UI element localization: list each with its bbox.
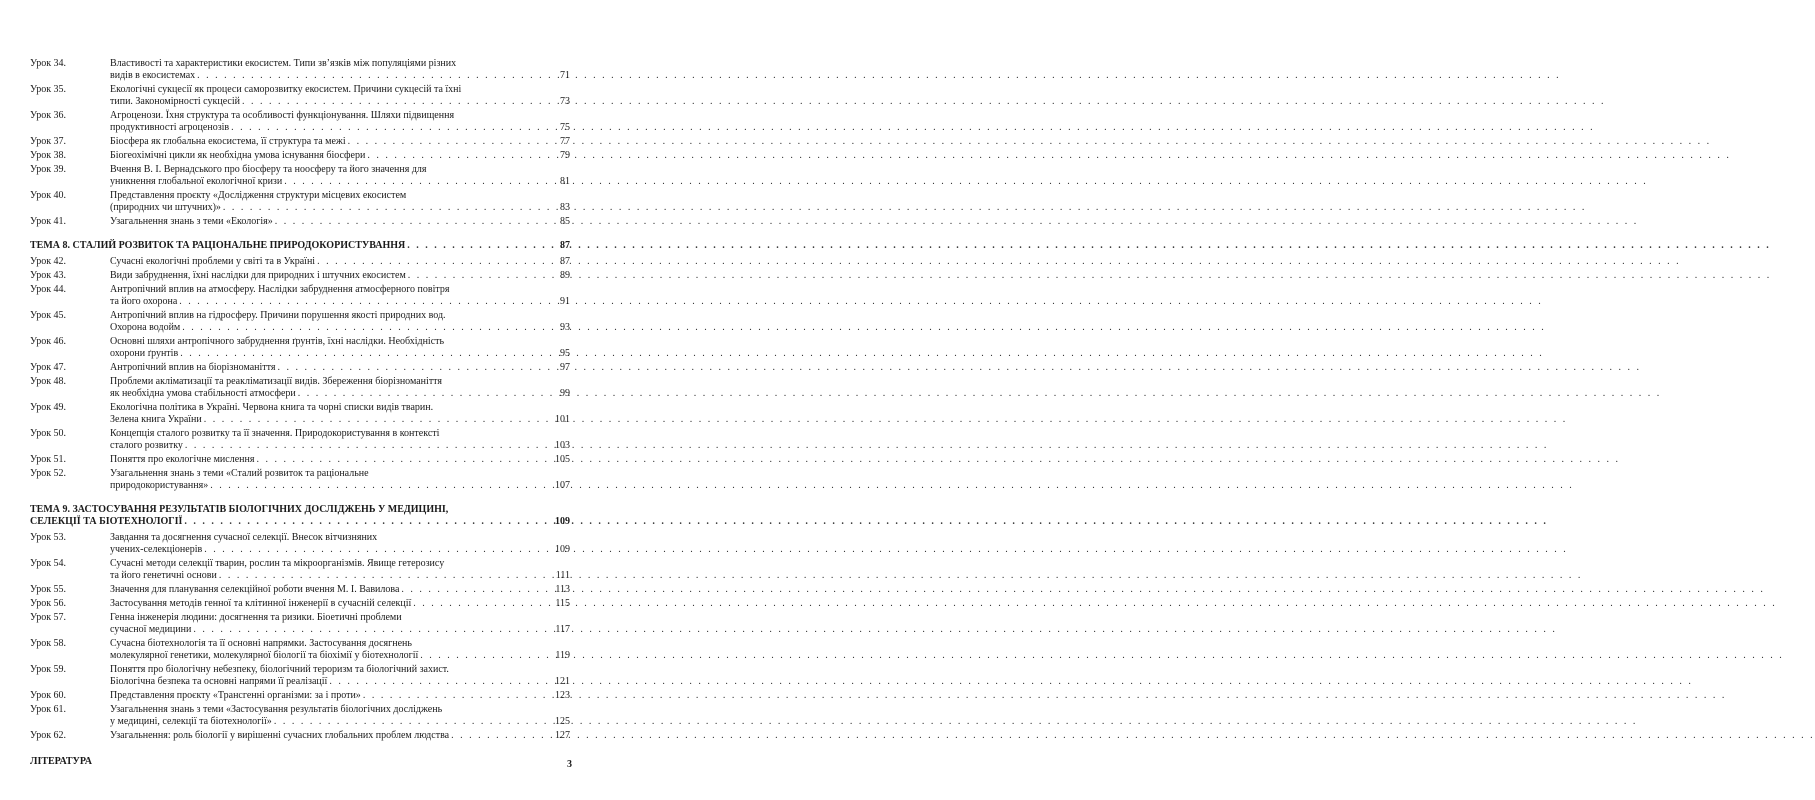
lesson-label: Урок 49. <box>30 402 67 413</box>
entry-text: Властивості та характеристики екосистем. Типи зв’язків між популяціями різних <box>110 58 457 69</box>
entry-text: ТЕМА 9. ЗАСТОСУВАННЯ РЕЗУЛЬТАТІВ БІОЛОГІЧНИХ ДОСЛІДЖЕНЬ У МЕДИЦИНІ, <box>30 504 449 515</box>
entry-line <box>110 376 570 388</box>
entry-text: Зелена книга України <box>110 414 202 425</box>
lesson-label: Урок 62. <box>30 730 67 741</box>
dot-leader <box>184 516 544 528</box>
lesson-title <box>110 164 570 188</box>
entry-line <box>110 58 570 70</box>
entry-page-number: 81 <box>560 176 570 187</box>
dot-leader <box>363 690 544 702</box>
lesson-title <box>110 270 570 282</box>
lesson-title <box>110 454 570 466</box>
entry-text: Концепція сталого розвитку та її значення. Природокористування в контексті <box>110 428 440 439</box>
entry-line <box>110 84 570 96</box>
entry-line <box>110 336 570 348</box>
lesson-title <box>110 336 570 360</box>
lesson-label: Урок 46. <box>30 336 67 347</box>
entry-line <box>110 468 570 480</box>
lesson-title <box>110 190 570 214</box>
dot-leader <box>420 650 544 662</box>
entry-text: Види забруднення, їхні наслідки для природних і штучних екосистем <box>110 270 406 281</box>
dot-leader <box>367 150 544 162</box>
entry-page-number: 73 <box>560 96 570 107</box>
entry-page-number: 91 <box>560 296 570 307</box>
toc-entry <box>30 532 570 556</box>
entry-line <box>110 122 570 134</box>
dot-leader <box>231 122 544 134</box>
toc-entry <box>30 336 570 360</box>
entry-page-number: 75 <box>560 122 570 133</box>
entry-line <box>110 558 570 570</box>
dot-leader <box>401 584 544 596</box>
entry-text: та його генетичні основи <box>110 570 217 581</box>
entry-line <box>110 638 570 650</box>
dot-leader <box>210 480 544 492</box>
entry-text: ТЕМА 8. СТАЛИЙ РОЗВИТОК ТА РАЦІОНАЛЬНЕ ПРИРОДОКОРИСТУВАННЯ <box>30 240 406 251</box>
lesson-title <box>110 110 570 134</box>
toc-entry <box>30 270 570 282</box>
entry-page-number: 121 <box>555 676 570 687</box>
entry-page-number: 127 <box>555 730 570 741</box>
dot-leader <box>451 730 544 742</box>
entry-page-number: 109 <box>555 544 570 555</box>
entry-line <box>110 428 570 440</box>
entry-line <box>110 612 570 624</box>
lesson-label: Урок 58. <box>30 638 67 649</box>
lesson-label: Урок 61. <box>30 704 67 715</box>
lesson-label: Урок 54. <box>30 558 67 569</box>
lesson-title <box>110 558 570 582</box>
toc-entry <box>30 584 570 596</box>
entry-text: учених-селекціонерів <box>110 544 203 555</box>
lesson-title <box>110 584 570 596</box>
entry-line <box>110 96 570 108</box>
entry-line <box>110 624 570 636</box>
toc-entry <box>30 468 570 492</box>
entry-line <box>110 544 570 556</box>
lesson-label: Урок 52. <box>30 468 67 479</box>
entry-line <box>110 190 570 202</box>
document-page <box>0 0 600 800</box>
toc-entry <box>30 362 570 374</box>
dot-leader <box>223 202 544 214</box>
lesson-label: Урок 35. <box>30 84 67 95</box>
entry-line <box>110 70 570 82</box>
literature-heading: ЛІТЕРАТУРА <box>30 756 92 767</box>
lesson-label: Урок 59. <box>30 664 67 675</box>
entry-text: Біологічна безпека та основні напрями її реалізації <box>110 676 328 687</box>
entry-text: Сучасна біотехнологія та її основні напрямки. Застосування досягнень <box>110 638 412 649</box>
entry-line <box>110 296 570 308</box>
lesson-label: Урок 45. <box>30 310 67 321</box>
lesson-title <box>110 376 570 400</box>
entry-text: Сучасні екологічні проблеми у світі та в Україні <box>110 256 316 267</box>
entry-text: продуктивності агроценозів <box>110 122 230 133</box>
dot-leader <box>219 570 544 582</box>
entry-text: Агроценози. Їхня структура та особливості функціонування. Шляхи підвищення <box>110 110 455 121</box>
toc-entry <box>30 376 570 400</box>
entry-text: Узагальнення знань з теми «Екологія» <box>110 216 273 227</box>
lesson-title <box>110 402 570 426</box>
entry-line <box>110 454 570 466</box>
entry-page-number: 101 <box>555 414 570 425</box>
entry-text: Екологічні сукцесії як процеси саморозвитку екосистем. Причини сукцесій та їхні <box>110 84 462 95</box>
entry-text: Поняття про біологічну небезпеку, біологічний тероризм та біологічний захист. <box>110 664 449 675</box>
entry-page-number: 87 <box>560 240 570 251</box>
lesson-label: Урок 55. <box>30 584 67 595</box>
dot-leader <box>317 256 544 268</box>
entry-line <box>110 480 570 492</box>
entry-page-number: 105 <box>555 454 570 465</box>
toc-entry <box>30 136 570 148</box>
lesson-label: Урок 51. <box>30 454 67 465</box>
entry-line <box>110 532 570 544</box>
lesson-title <box>110 58 570 82</box>
entry-text: Сучасні методи селекції тварин, рослин та мікроорганізмів. Явище гетерозису <box>110 558 445 569</box>
entry-text: Вчення В. І. Вернадського про біосферу та ноосферу та його значення для <box>110 164 427 175</box>
entry-page-number: 99 <box>560 388 570 399</box>
entry-text: сучасної медицини <box>110 624 192 635</box>
entry-text: Проблеми акліматизації та реакліматизації видів. Збереження біорізноманіття <box>110 376 443 387</box>
dot-leader <box>284 176 544 188</box>
entry-text: Біогеохімічні цикли як необхідна умова існування біосфери <box>110 150 366 161</box>
entry-text: охорони ґрунтів <box>110 348 179 359</box>
entry-page-number: 117 <box>555 624 570 635</box>
entry-page-number: 85 <box>560 216 570 227</box>
entry-text: Узагальнення знань з теми «Застосування результатів біологічних досліджень <box>110 704 443 715</box>
entry-line <box>30 240 570 252</box>
lesson-title <box>110 256 570 268</box>
entry-text: типи. Закономірності сукцесій <box>110 96 240 107</box>
entry-line <box>110 362 570 374</box>
dot-leader <box>298 388 544 400</box>
entry-page-number: 79 <box>560 150 570 161</box>
lesson-title <box>110 704 570 728</box>
dot-leader <box>204 544 544 556</box>
entry-text: Генна інженерія людини: досягнення та ризики. Біоетичні проблеми <box>110 612 402 623</box>
entry-page-number: 97 <box>560 362 570 373</box>
entry-line <box>30 504 570 516</box>
lesson-label: Урок 42. <box>30 256 67 267</box>
page-number: 3 <box>567 759 572 770</box>
toc-entry <box>30 454 570 466</box>
dot-leader <box>182 322 544 334</box>
lesson-label: Урок 44. <box>30 284 67 295</box>
toc-entry <box>30 704 570 728</box>
entry-page-number: 103 <box>555 440 570 451</box>
entry-line <box>30 516 570 528</box>
lesson-label: Урок 39. <box>30 164 67 175</box>
dot-leader <box>348 136 544 148</box>
entry-text: уникнення глобальної екологічної кризи <box>110 176 283 187</box>
toc-entry <box>30 216 570 228</box>
entry-page-number: 107 <box>555 480 570 491</box>
lesson-label: Урок 40. <box>30 190 67 201</box>
entry-text: Антропічний вплив на атмосферу. Наслідки забруднення атмосферного повітря <box>110 284 450 295</box>
dot-leader <box>256 454 544 466</box>
toc-entry <box>30 190 570 214</box>
entry-page-number: 71 <box>560 70 570 81</box>
entry-page-number: 111 <box>555 570 570 581</box>
lesson-title <box>110 598 570 610</box>
entry-page-number: 77 <box>560 136 570 147</box>
dot-leader <box>278 362 545 374</box>
entry-line <box>110 730 570 742</box>
entry-text: Поняття про екологічне мислення <box>110 454 255 465</box>
entry-line <box>110 716 570 728</box>
entry-text: видів в екосистемах <box>110 70 196 81</box>
entry-line <box>110 388 570 400</box>
entry-text: Представлення проєкту «Дослідження структури місцевих екосистем <box>110 190 407 201</box>
entry-line <box>110 110 570 122</box>
entry-text: як необхідна умова стабільності атмосфери <box>110 388 296 399</box>
entry-page-number: 83 <box>560 202 570 213</box>
entry-page-number: 115 <box>555 598 570 609</box>
entry-text: молекулярної генетики, молекулярної біології та біохімії у біотехнології <box>110 650 419 661</box>
lesson-label: Урок 53. <box>30 532 67 543</box>
lesson-label: Урок 38. <box>30 150 67 161</box>
theme-heading <box>30 504 570 528</box>
entry-line <box>110 256 570 268</box>
dot-leader <box>179 296 544 308</box>
dot-leader <box>193 624 544 636</box>
entry-page-number: 123 <box>555 690 570 701</box>
entry-text: Біосфера як глобальна екосистема, її структура та межі <box>110 136 346 147</box>
entry-line <box>110 136 570 148</box>
entry-page-number: 95 <box>560 348 570 359</box>
toc-entry <box>30 730 570 742</box>
lesson-title <box>110 310 570 334</box>
dot-leader <box>275 216 544 228</box>
entry-line <box>110 570 570 582</box>
lesson-label: Урок 43. <box>30 270 67 281</box>
entry-text: СЕЛЕКЦІЇ ТА БІОТЕХНОЛОГІЇ <box>30 516 183 527</box>
lesson-label: Урок 60. <box>30 690 67 701</box>
dot-leader <box>180 348 544 360</box>
dot-leader <box>197 70 544 82</box>
lesson-title <box>110 428 570 452</box>
entry-line <box>110 650 570 662</box>
toc-entry <box>30 428 570 452</box>
lesson-label: Урок 41. <box>30 216 67 227</box>
entry-text: та його охорона <box>110 296 178 307</box>
entry-text: Значення для планування селекційної роботи вчення М. І. Вавилова <box>110 584 400 595</box>
entry-line <box>110 598 570 610</box>
entry-text: природокористування» <box>110 480 209 491</box>
entry-page-number: 119 <box>555 650 570 661</box>
lesson-label: Урок 50. <box>30 428 67 439</box>
entry-text: (природних чи штучних)» <box>110 202 221 213</box>
lesson-label: Урок 47. <box>30 362 67 373</box>
lesson-label: Урок 37. <box>30 136 67 147</box>
lesson-label: Урок 56. <box>30 598 67 609</box>
lesson-label: Урок 34. <box>30 58 67 69</box>
lesson-title <box>110 730 570 742</box>
entry-text: Антропічний вплив на гідросферу. Причини порушення якості природних вод. <box>110 310 446 321</box>
entry-text: Екологічна політика в Україні. Червона книга та чорні списки видів тварин. <box>110 402 434 413</box>
entry-page-number: 125 <box>555 716 570 727</box>
entry-line <box>110 202 570 214</box>
entry-line <box>110 164 570 176</box>
entry-text: Узагальнення: роль біології у вирішенні сучасних глобальних проблем людства <box>110 730 450 741</box>
entry-line <box>110 690 570 702</box>
toc-entry <box>30 402 570 426</box>
entry-page-number: 87 <box>560 256 570 267</box>
dot-leader <box>329 676 544 688</box>
entry-line <box>110 704 570 716</box>
entry-page-number: 93 <box>560 322 570 333</box>
dot-leader <box>408 270 544 282</box>
theme-heading <box>30 240 570 252</box>
entry-text: Основні шляхи антропічного забруднення ґрунтів, їхні наслідки. Необхідність <box>110 336 445 347</box>
entry-line <box>110 270 570 282</box>
lesson-title <box>110 284 570 308</box>
entry-line <box>110 676 570 688</box>
toc-entry <box>30 58 570 82</box>
toc-entry <box>30 612 570 636</box>
lesson-title <box>110 664 570 688</box>
lesson-title <box>110 216 570 228</box>
dot-leader <box>185 440 544 452</box>
entry-text: Застосування методів генної та клітинної інженерії в сучасній селекції <box>110 598 412 609</box>
entry-text: Представлення проєкту «Трансгенні організми: за і проти» <box>110 690 361 701</box>
lesson-label: Урок 57. <box>30 612 67 623</box>
lesson-title <box>110 468 570 492</box>
dot-leader <box>413 598 544 610</box>
lesson-title <box>110 362 570 374</box>
lesson-title <box>110 84 570 108</box>
lesson-label: Урок 36. <box>30 110 67 121</box>
dot-leader <box>274 716 544 728</box>
entry-text: Охорона водойм <box>110 322 181 333</box>
entry-line <box>110 216 570 228</box>
dot-leader <box>242 96 544 108</box>
toc-entry <box>30 558 570 582</box>
lesson-title <box>110 532 570 556</box>
dot-leader <box>204 414 544 426</box>
entry-line <box>110 348 570 360</box>
entry-line <box>110 284 570 296</box>
entry-line <box>110 440 570 452</box>
toc-entry <box>30 84 570 108</box>
entry-line <box>110 176 570 188</box>
toc-entry <box>30 256 570 268</box>
toc-entry <box>30 310 570 334</box>
entry-page-number: 113 <box>555 584 570 595</box>
entry-text: Завдання та досягнення сучасної селекції. Внесок вітчизняних <box>110 532 378 543</box>
entry-line <box>110 584 570 596</box>
entry-line <box>110 150 570 162</box>
lesson-title <box>110 136 570 148</box>
toc-entry <box>30 284 570 308</box>
toc-entry <box>30 664 570 688</box>
entry-text: Антропічний вплив на біорізноманіття <box>110 362 276 373</box>
toc-entry <box>30 164 570 188</box>
entry-text: сталого розвитку <box>110 440 183 451</box>
lesson-title <box>110 638 570 662</box>
entry-page-number: 89 <box>560 270 570 281</box>
entry-page-number: 109 <box>555 516 570 527</box>
toc-entry <box>30 638 570 662</box>
toc-entry <box>30 690 570 702</box>
entry-line <box>110 402 570 414</box>
entry-text: у медицині, селекції та біотехнології» <box>110 716 272 727</box>
lesson-title <box>110 612 570 636</box>
toc-entry <box>30 150 570 162</box>
entry-line <box>110 414 570 426</box>
toc-entry <box>30 598 570 610</box>
lesson-title <box>110 150 570 162</box>
dot-leader <box>407 240 544 252</box>
entry-line <box>110 322 570 334</box>
toc-entry <box>30 110 570 134</box>
entry-line <box>110 664 570 676</box>
entry-text: Узагальнення знань з теми «Сталий розвиток та раціональне <box>110 468 369 479</box>
lesson-title <box>110 690 570 702</box>
lesson-label: Урок 48. <box>30 376 67 387</box>
entry-line <box>110 310 570 322</box>
table-of-contents <box>30 58 570 768</box>
